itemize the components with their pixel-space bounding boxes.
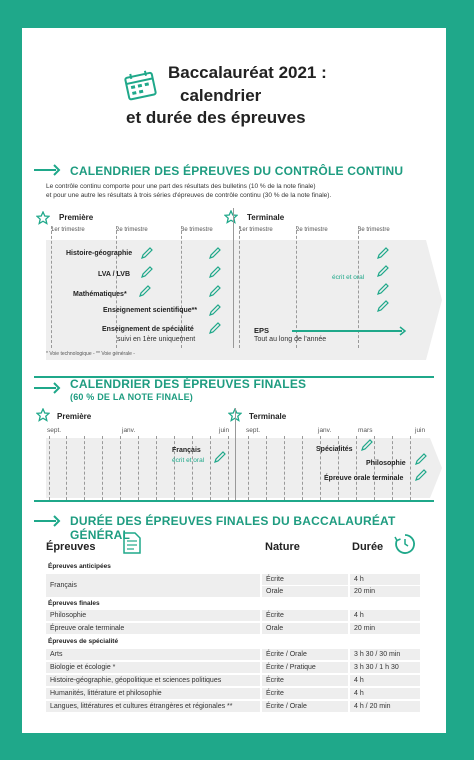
pen-icon [208, 265, 222, 279]
trimestre-t-3: 3e trimestre [358, 227, 390, 233]
trimestre-p-2: 2e trimestre [116, 227, 148, 233]
title-line-1: Baccalauréat 2021 : [168, 63, 327, 82]
group-anticipees: Épreuves anticipées [48, 563, 111, 570]
eps-note: Tout au long de l'année [254, 336, 327, 343]
terminale-label-2: Terminale [249, 412, 287, 421]
section-rule [34, 500, 434, 502]
section3-title: DURÉE DES ÉPREUVES FINALES DU BACCALAURÉAT GÉNÉRAL [70, 514, 396, 542]
month-p-sept: sept. [47, 427, 62, 434]
star-icon [224, 210, 238, 224]
table-row [46, 610, 260, 621]
table-cell [350, 688, 420, 699]
month-t-juin: juin [415, 427, 426, 434]
eps-label: EPS [254, 326, 270, 335]
month-t-sept: sept. [246, 427, 261, 434]
divider [284, 436, 285, 500]
subject-ens-sci: Enseignement scientifique** [103, 307, 198, 314]
duree-cell: 4 h [354, 677, 364, 684]
subject-lva: LVA / LVB [98, 271, 131, 278]
divider [66, 436, 67, 500]
eps-arrow [292, 330, 402, 332]
divider [266, 436, 267, 500]
table-cell [350, 649, 420, 660]
francais-label: Français [172, 447, 201, 454]
finales-band [32, 438, 448, 498]
grand-oral-label: Épreuve orale terminale [324, 475, 404, 482]
month-p-juin: juin [219, 427, 230, 434]
pen-icon [414, 452, 428, 466]
title-line-3: et durée des épreuves [126, 108, 306, 127]
col-epreuves: Épreuves [46, 541, 96, 553]
pen-icon [376, 264, 390, 278]
trimestre-p-1: 1er trimestre [51, 227, 85, 233]
divider [102, 436, 103, 500]
divider [410, 436, 411, 500]
section1-title: CALENDRIER DES ÉPREUVES DU CONTRÔLE CONTINU [70, 164, 404, 178]
epreuve-cell: Histoire-géographie, géopolitique et sciences politiques [50, 677, 222, 684]
duree-cell: 4 h [354, 690, 364, 697]
table-cell [350, 701, 420, 712]
table-cell [350, 675, 420, 686]
section1-intro-1: Le contrôle continu comporte pour une part des résultats des bulletins (10 % de la note finale) [46, 183, 316, 190]
table-cell [262, 574, 348, 585]
group-finales: Épreuves finales [48, 600, 100, 607]
table-cell [262, 623, 348, 634]
trimestre-p-3: 3e trimestre [181, 227, 213, 233]
pen-icon [140, 265, 154, 279]
nature-cell: Écrite / Orale [266, 703, 307, 710]
premiere-label-2: Première [57, 412, 92, 421]
nature-cell: Écrite [266, 612, 284, 619]
duree-cell: 3 h 30 / 30 min [354, 651, 401, 658]
table-row [46, 701, 260, 712]
pen-icon [138, 284, 152, 298]
table-cell [262, 586, 348, 597]
specialites-label: Spécialités [316, 446, 353, 453]
nature-cell: Orale [266, 588, 284, 595]
table-cell [350, 574, 420, 585]
pen-icon [140, 246, 154, 260]
calendar-icon [124, 70, 158, 102]
arrow-head-icon [399, 326, 407, 336]
pen-icon [208, 284, 222, 298]
table-row [46, 688, 260, 699]
pen-icon [208, 246, 222, 260]
epreuve-cell: Biologie et écologie * [50, 664, 116, 671]
pen-icon [376, 299, 390, 313]
section2-title: CALENDRIER DES ÉPREUVES FINALES [70, 377, 307, 391]
table-cell [262, 610, 348, 621]
clock-icon [394, 533, 416, 555]
divider [248, 436, 249, 500]
nature-cell: Écrite [266, 677, 284, 684]
year-divider [233, 208, 234, 348]
subject-specialite: Enseignement de spécialité [102, 326, 194, 333]
table-cell [262, 662, 348, 673]
terminale-label: Terminale [247, 213, 285, 222]
duree-cell: 4 h / 20 min [354, 703, 391, 710]
table-cell [350, 662, 420, 673]
table-row [46, 675, 260, 686]
group-specialite: Épreuves de spécialité [48, 638, 119, 645]
section1-intro-2: et pour une autre les résultats à trois séries d'épreuves de contrôle continu (30 % de la note finale). [46, 192, 332, 199]
arrow-head-icon [52, 164, 62, 176]
star-icon [36, 211, 50, 225]
trimestre-t-2: 2e trimestre [296, 227, 328, 233]
subject-histoire: Histoire-géographie [66, 250, 133, 257]
divider [120, 436, 121, 500]
duree-cell: 4 h [354, 576, 364, 583]
year-divider [235, 408, 236, 500]
divider [228, 436, 229, 500]
table-cell [262, 675, 348, 686]
table-row [46, 649, 260, 660]
table-row [46, 623, 260, 634]
francais-note: écrit et oral [172, 457, 205, 464]
epreuve-cell: Épreuve orale terminale [50, 625, 125, 632]
col-nature: Nature [265, 541, 300, 553]
nature-cell: Écrite [266, 576, 284, 583]
divider [210, 436, 211, 500]
divider [302, 436, 303, 500]
nature-cell: Écrite [266, 690, 284, 697]
duree-cell: 4 h [354, 612, 364, 619]
duree-cell: 3 h 30 / 1 h 30 [354, 664, 399, 671]
table-cell [350, 610, 420, 621]
month-p-janv: janv. [122, 427, 136, 434]
trimestre-t-1: 1er trimestre [239, 227, 273, 233]
month-t-janv: janv. [318, 427, 332, 434]
table-cell [262, 701, 348, 712]
divider [239, 226, 240, 348]
table-row [46, 662, 260, 673]
pen-icon [360, 438, 374, 452]
pen-icon [376, 246, 390, 260]
epreuve-cell: Philosophie [50, 612, 87, 619]
divider [374, 436, 375, 500]
nature-cell: Orale [266, 625, 284, 632]
divider [84, 436, 85, 500]
divider [156, 436, 157, 500]
table-cell [262, 688, 348, 699]
pen-icon [208, 321, 222, 335]
premiere-label: Première [59, 213, 94, 222]
divider [49, 436, 50, 500]
month-t-mars: mars [358, 427, 373, 434]
pen-icon [414, 468, 428, 482]
pen-icon [376, 282, 390, 296]
subject-maths: Mathématiques* [73, 291, 127, 298]
epreuve-cell: Arts [50, 651, 63, 658]
ecrit-oral-note: écrit et oral [332, 274, 365, 281]
infographic-card [22, 28, 446, 733]
section2-subtitle: (60 % DE LA NOTE FINALE) [70, 392, 193, 402]
pen-icon [213, 450, 227, 464]
nature-cell: Écrite / Orale [266, 651, 307, 658]
duree-cell: 20 min [354, 588, 376, 595]
table-cell [262, 649, 348, 660]
divider [392, 436, 393, 500]
title-line-2: calendrier [180, 86, 262, 105]
epreuve-cell: Humanités, littérature et philosophie [50, 690, 162, 697]
table-cell [350, 586, 420, 597]
star-icon [36, 408, 50, 422]
table-cell [350, 623, 420, 634]
arrow-head-icon [52, 382, 62, 394]
epreuve-cell: Langues, littératures et cultures étrangères et régionales ** [50, 703, 233, 710]
divider [138, 436, 139, 500]
document-icon [122, 531, 142, 555]
epreuve-francais: Français [50, 582, 77, 589]
divider [192, 436, 193, 500]
divider [174, 436, 175, 500]
pen-icon [208, 303, 222, 317]
specialite-note: suivi en 1ère uniquement [117, 336, 196, 343]
duree-cell: 20 min [354, 625, 376, 632]
divider [356, 436, 357, 500]
nature-cell: Écrite / Pratique [266, 664, 316, 671]
col-duree: Durée [352, 541, 384, 553]
arrow-head-icon [52, 515, 62, 527]
divider [51, 226, 52, 348]
philosophie-label: Philosophie [366, 460, 406, 467]
section-rule [34, 376, 434, 378]
table-row [46, 574, 260, 597]
footnote: * Voie technologique - ** Voie générale - [46, 351, 135, 357]
